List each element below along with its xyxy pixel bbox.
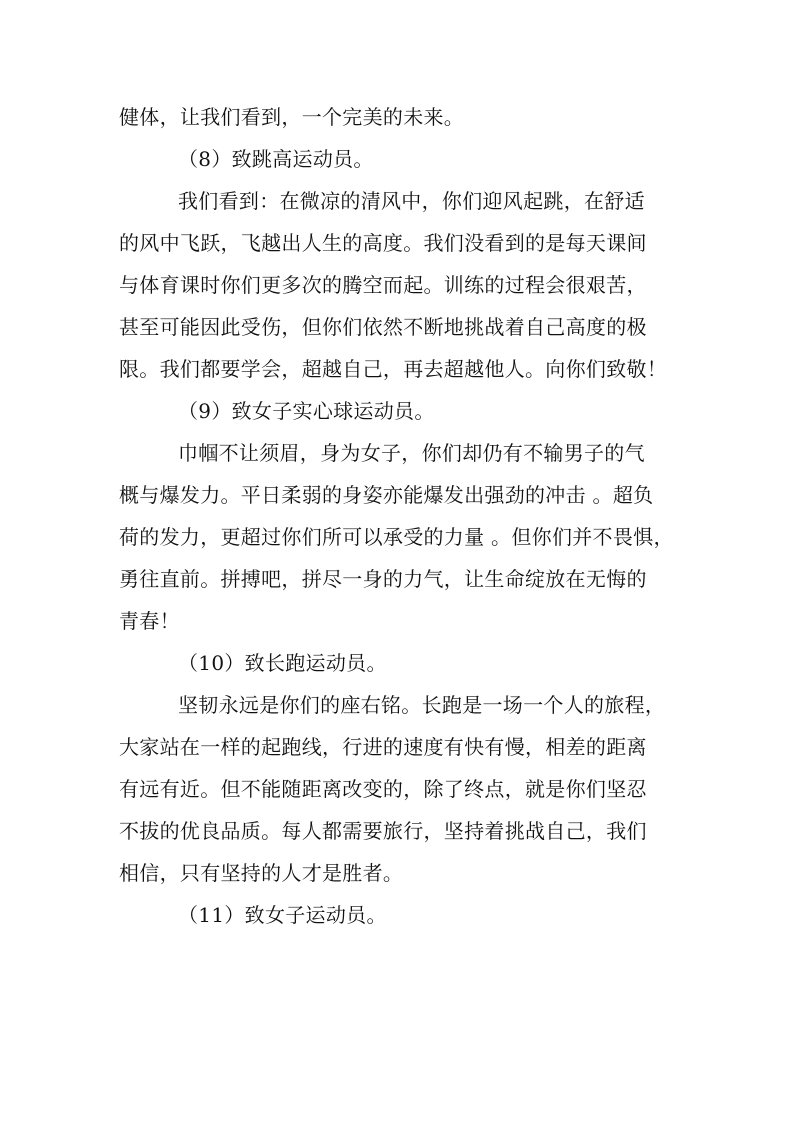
- body-text-line: 大家站在一样的起跑线，行进的速度有快有慢，相差的距离: [119, 735, 647, 759]
- body-text-line: 荷的发力，更超过你们所可以承受的力量 。但你们并不畏惧，: [119, 525, 674, 549]
- body-text-line: 概与爆发力。平日柔弱的身姿亦能爆发出强劲的冲击 。超负: [119, 483, 654, 507]
- body-text-line: 限。我们都要学会，超越自己，再去超越他人。向你们致敬！: [119, 357, 668, 381]
- body-text-line: 不拔的优良品质。每人都需要旅行，坚持着挑战自己，我们: [119, 819, 647, 843]
- body-text-line: 相信，只有坚持的人才是胜者。: [119, 861, 404, 885]
- paragraph-first-line: 坚韧永远是你们的座右铭。长跑是一场一个人的旅程，: [178, 693, 666, 717]
- section-heading-9: （9）致女子实心球运动员。: [178, 399, 435, 423]
- body-text-line: 的风中飞跃，飞越出人生的高度。我们没看到的是每天课间: [119, 231, 647, 255]
- paragraph-first-line: 巾帼不让须眉，身为女子，你们却仍有不输男子的气: [178, 441, 645, 465]
- section-heading-10: （10）致长跑运动员。: [178, 651, 387, 675]
- section-heading-11: （11）致女子运动员。: [178, 903, 387, 927]
- body-text-line: 勇往直前。拼搏吧，拼尽一身的力气，让生命绽放在无悔的: [119, 567, 647, 591]
- body-text-line: 甚至可能因此受伤，但你们依然不断地挑战着自己高度的极: [119, 315, 647, 339]
- section-heading-8: （8）致跳高运动员。: [178, 147, 374, 171]
- body-text-line: 健体，让我们看到，一个完美的未来。: [119, 105, 465, 129]
- body-text-line: 与体育课时你们更多次的腾空而起。训练的过程会很艰苦，: [119, 273, 647, 297]
- body-text-line: 有远有近。但不能随距离改变的，除了终点，就是你们坚忍: [119, 777, 647, 801]
- paragraph-first-line: 我们看到：在微凉的清风中，你们迎风起跳，在舒适: [178, 189, 645, 213]
- body-text-line: 青春！: [119, 609, 180, 633]
